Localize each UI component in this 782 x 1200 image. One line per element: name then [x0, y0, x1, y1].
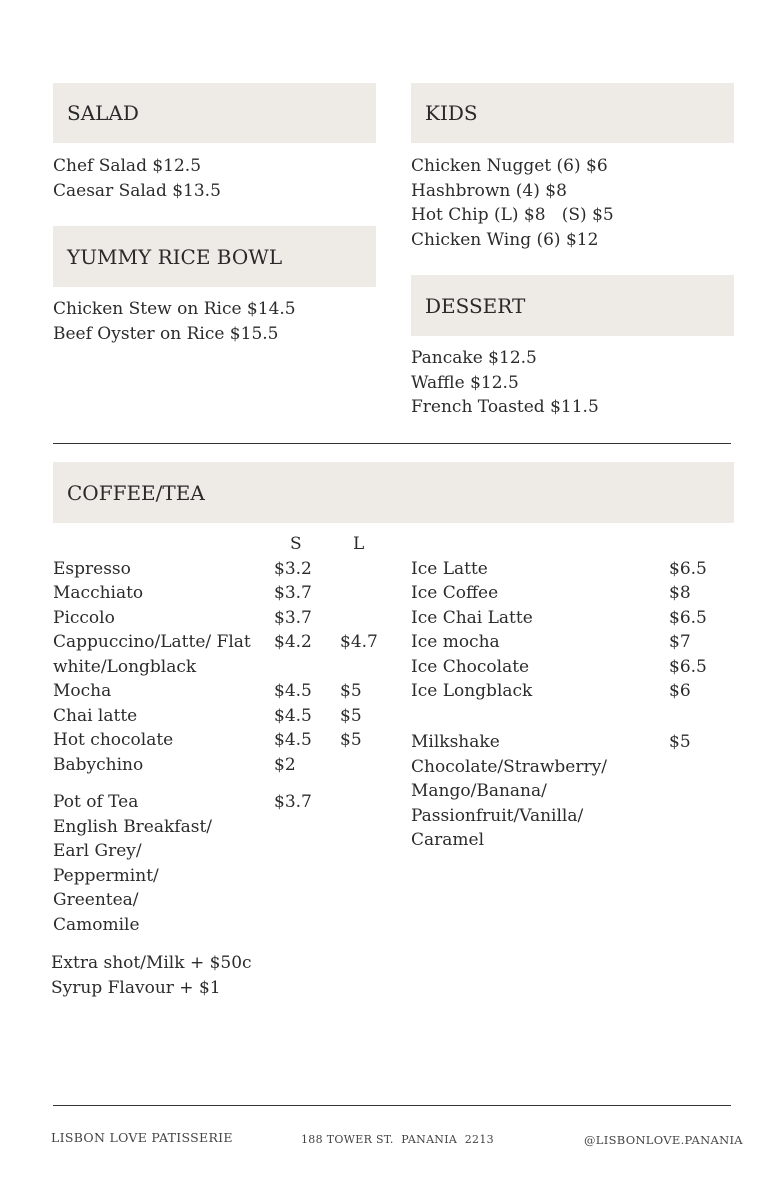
drink-name: Piccolo	[53, 607, 115, 628]
drink-name: Ice Chocolate	[411, 656, 530, 677]
tea-line: Greentea/	[53, 890, 139, 910]
drink-price-s: $4.5	[274, 730, 312, 750]
rice-bowl-title: YUMMY RICE BOWL	[67, 244, 283, 269]
milkshake-price: $5	[669, 732, 691, 752]
drink-price: $6.5	[669, 656, 707, 677]
drink-price-s: $4.5	[274, 705, 312, 726]
drink-price-s: $3.7	[274, 583, 312, 603]
tea-line: Earl Grey/	[53, 841, 142, 861]
menu-item: Chicken Stew on Rice $14.5	[53, 299, 296, 319]
drink-price: $6.5	[669, 607, 707, 628]
menu-item: Chicken Wing (6) $12	[411, 229, 599, 250]
drink-name: Ice mocha	[411, 632, 500, 652]
drink-price-l: $5	[340, 730, 362, 750]
tea-line: Camomile	[53, 914, 140, 935]
extra-line: Extra shot/Milk + $50c	[51, 953, 252, 973]
drink-name: Chai latte	[53, 705, 138, 726]
social-handle: @LISBONLOVE.PANANIA	[584, 1133, 743, 1147]
drink-name: Mocha	[53, 681, 112, 701]
kids-header	[411, 83, 734, 143]
tea-line: Pot of Tea	[53, 792, 139, 812]
drink-name: Ice Coffee	[411, 583, 499, 603]
drink-price: $8	[669, 583, 691, 603]
business-address: 188 TOWER ST. PANANIA 2213	[301, 1133, 494, 1146]
dessert-header	[411, 275, 734, 336]
milkshake-line: Chocolate/Strawberry/	[411, 756, 607, 777]
tea-line: English Breakfast/	[53, 816, 213, 837]
menu-item: Waffle $12.5	[411, 372, 519, 393]
drink-price-s: $4.5	[274, 681, 312, 701]
coffee-header	[53, 462, 734, 523]
drink-name: Babychino	[53, 754, 144, 775]
menu-item: Caesar Salad $13.5	[53, 180, 221, 201]
section-divider	[53, 443, 731, 444]
drink-price: $6.5	[669, 558, 707, 579]
drink-price-s: $3.7	[274, 607, 312, 628]
milkshake-line: Mango/Banana/	[411, 781, 547, 801]
menu-item: Beef Oyster on Rice $15.5	[53, 323, 279, 344]
drink-price-s: $3.2	[274, 558, 312, 579]
milkshake-line: Milkshake	[411, 732, 500, 752]
milkshake-line: Passionfruit/Vanilla/	[411, 805, 584, 826]
drink-name: white/Longblack	[53, 656, 197, 677]
dessert-title: DESSERT	[425, 293, 526, 318]
rice-bowl-header	[53, 226, 376, 287]
drink-name: Hot chocolate	[53, 730, 174, 750]
kids-title: KIDS	[425, 101, 478, 125]
drink-price-l: $5	[340, 681, 362, 701]
milkshake-line: Caramel	[411, 830, 485, 850]
drink-price-l: $4.7	[340, 632, 378, 652]
menu-item: French Toasted $11.5	[411, 397, 599, 417]
drink-price: $6	[669, 681, 691, 701]
drink-name: Ice Chai Latte	[411, 607, 533, 628]
drink-name: Cappuccino/Latte/ Flat	[53, 632, 251, 652]
tea-price: $3.7	[274, 792, 312, 812]
salad-header	[53, 83, 376, 143]
menu-item: Hot Chip (L) $8 (S) $5	[411, 205, 614, 225]
drink-price-s: $2	[274, 754, 296, 775]
menu-item: Chef Salad $12.5	[53, 156, 202, 176]
coffee-title: COFFEE/TEA	[67, 480, 205, 505]
menu-item: Hashbrown (4) $8	[411, 180, 567, 201]
menu-item: Chicken Nugget (6) $6	[411, 156, 608, 176]
drink-price-l: $5	[340, 705, 362, 726]
drink-name: Ice Latte	[411, 558, 488, 579]
extra-line: Syrup Flavour + $1	[51, 977, 221, 998]
size-l-label: L	[353, 534, 365, 554]
drink-name: Espresso	[53, 558, 131, 579]
salad-title: SALAD	[67, 101, 139, 125]
tea-line: Peppermint/	[53, 865, 159, 886]
drink-price: $7	[669, 632, 691, 652]
drink-price-s: $4.2	[274, 632, 312, 652]
size-s-label: S	[290, 534, 302, 554]
drink-name: Macchiato	[53, 583, 144, 603]
footer-divider	[53, 1105, 731, 1106]
drink-name: Ice Longblack	[411, 681, 533, 701]
menu-item: Pancake $12.5	[411, 348, 537, 368]
business-name: LISBON LOVE PATISSERIE	[51, 1130, 233, 1145]
